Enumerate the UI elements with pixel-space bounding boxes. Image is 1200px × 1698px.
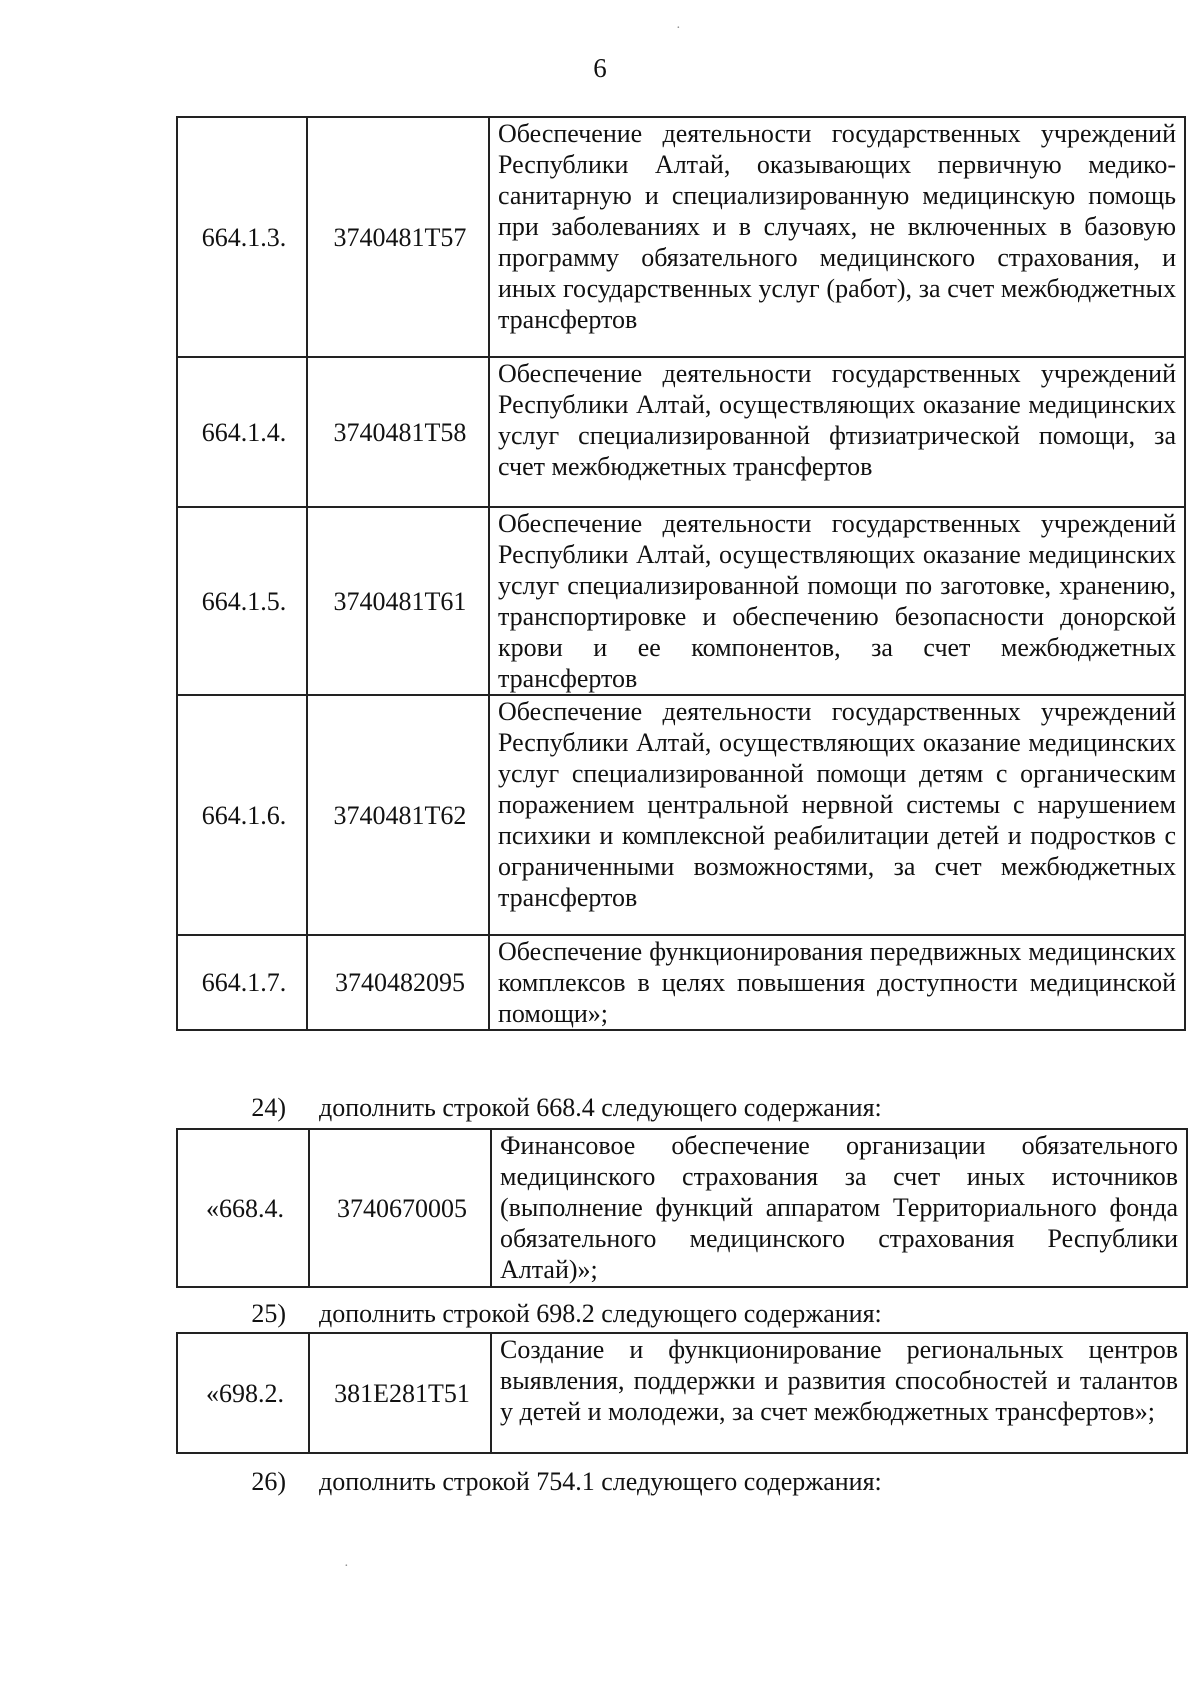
row-description-text: Обеспечение деятельности государственных учреждений Республики Алтай, осуществляющих оказание медицинских услуг специализированной помощи по заготовке, хранению, транспортировке и обеспечению безопасности донорской крови и ее компонентов, за счет межбюджетных трансфертов bbox=[498, 509, 1176, 693]
amendment-item-24 bbox=[176, 1092, 1176, 1123]
budget-code-table-698-2 bbox=[176, 1332, 1188, 1454]
row-description-text: Обеспечение деятельности государственных учреждений Республики Алтай, осуществляющих оказание медицинских услуг специализированной помощи детям с органическим поражением центральной нервной системы с нарушением психики и комплексной реабилитации детей и подростков с ограниченными возможностями, за счет межбюджетных трансфертов bbox=[498, 697, 1176, 912]
row-number: 664.1.3. bbox=[177, 117, 307, 357]
table-row bbox=[177, 695, 1185, 935]
row-code: 3740481Т58 bbox=[307, 357, 489, 507]
row-description-text: Обеспечение деятельности государственных учреждений Республики Алтай, оказывающих первичную медико-санитарную и специализированную медицинскую помощь при заболеваниях и в случаях, не включенных в базовую программу обязательного медицинского страхования, и иных государственных услуг (работ), за счет межбюджетных трансфертов bbox=[498, 119, 1176, 334]
amendment-number-wrap bbox=[176, 1298, 286, 1329]
row-number: 664.1.4. bbox=[177, 357, 307, 507]
row-number: «668.4. bbox=[177, 1129, 309, 1287]
row-number: 664.1.7. bbox=[177, 935, 307, 1030]
amendment-text: дополнить строкой 698.2 следующего содержания: bbox=[319, 1299, 882, 1328]
row-description-text: Финансовое обеспечение организации обязательного медицинского страхования за счет иных источников (выполнение функций аппаратом Территориального фонда обязательного медицинского страхования Республики Алтай)»; bbox=[500, 1131, 1178, 1284]
table-row bbox=[177, 1129, 1187, 1287]
row-number: «698.2. bbox=[177, 1333, 309, 1453]
row-description bbox=[491, 1129, 1187, 1287]
row-code: 381Е281Т51 bbox=[309, 1333, 491, 1453]
amendment-number-wrap bbox=[176, 1466, 286, 1497]
scan-speck: · bbox=[344, 1559, 349, 1574]
row-description-text: Создание и функционирование региональных центров выявления, поддержки и развития способностей и талантов у детей и молодежи, за счет межбюджетных трансфертов»; bbox=[500, 1335, 1178, 1426]
table-row bbox=[177, 1333, 1187, 1453]
row-description bbox=[489, 507, 1185, 695]
budget-code-table bbox=[176, 116, 1186, 1031]
row-code: 3740481Т61 bbox=[307, 507, 489, 695]
row-description bbox=[489, 117, 1185, 357]
row-code: 3740670005 bbox=[309, 1129, 491, 1287]
table-row bbox=[177, 357, 1185, 507]
row-description bbox=[489, 357, 1185, 507]
row-code: 3740482095 bbox=[307, 935, 489, 1030]
row-description-text: Обеспечение функционирования передвижных медицинских комплексов в целях повышения доступности медицинской помощи»; bbox=[498, 937, 1176, 1028]
row-number: 664.1.5. bbox=[177, 507, 307, 695]
amendment-number: 25) bbox=[251, 1299, 286, 1328]
row-description-text: Обеспечение деятельности государственных учреждений Республики Алтай, осуществляющих оказание медицинских услуг специализированной фтизиатрической помощи, за счет межбюджетных трансфертов bbox=[498, 359, 1176, 481]
amendment-text: дополнить строкой 668.4 следующего содержания: bbox=[319, 1093, 882, 1122]
row-code: 3740481Т57 bbox=[307, 117, 489, 357]
amendment-number: 26) bbox=[251, 1467, 286, 1496]
table-row bbox=[177, 117, 1185, 357]
row-description bbox=[491, 1333, 1187, 1453]
row-description bbox=[489, 695, 1185, 935]
row-number: 664.1.6. bbox=[177, 695, 307, 935]
table-row bbox=[177, 935, 1185, 1030]
amendment-number: 24) bbox=[251, 1093, 286, 1122]
amendment-number-wrap bbox=[176, 1092, 286, 1123]
table-row bbox=[177, 507, 1185, 695]
row-code: 3740481Т62 bbox=[307, 695, 489, 935]
page-number: 6 bbox=[593, 53, 607, 83]
amendment-item-25 bbox=[176, 1298, 1176, 1329]
scan-speck: · bbox=[676, 21, 681, 36]
amendment-text: дополнить строкой 754.1 следующего содержания: bbox=[319, 1467, 882, 1496]
row-description bbox=[489, 935, 1185, 1030]
budget-code-table-668-4 bbox=[176, 1128, 1188, 1288]
amendment-item-26 bbox=[176, 1466, 1176, 1497]
